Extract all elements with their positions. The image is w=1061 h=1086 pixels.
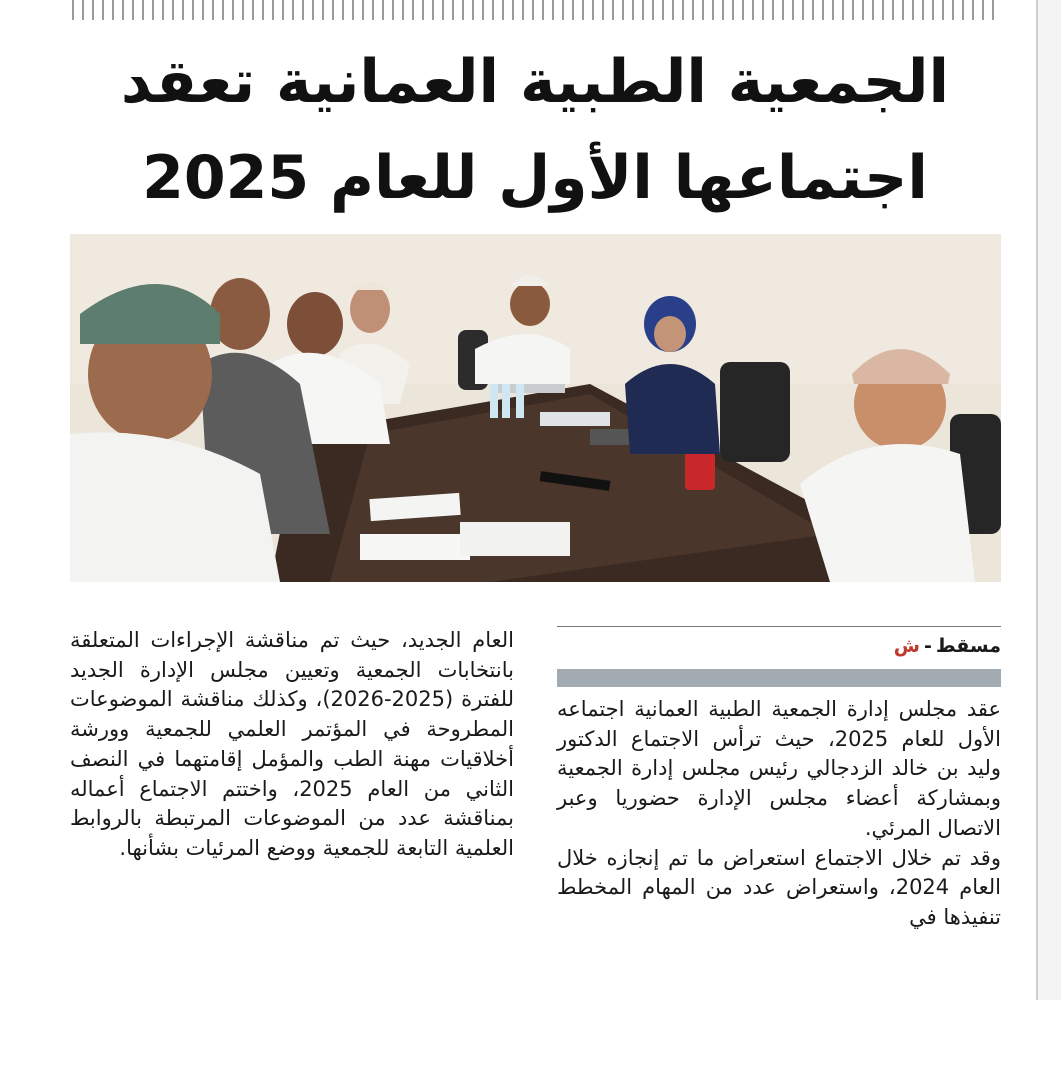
article-left-column [70, 626, 514, 864]
top-dotted-rule [72, 0, 1002, 20]
page-edge [1036, 0, 1061, 1000]
dateline-city: مسقط [935, 635, 1001, 657]
left-paragraph-1: العام الجديد، حيث تم مناقشة الإجراءات المتعلقة بانتخابات الجمعية وتعيين مجلس الإدارة الجديد للفترة (2025-2026)، وكذلك مناقشة الموضوعات المطروحة في المؤتمر العلمي للجمعية وورشة أخلاقيات مهنة الطب والمؤمل إقامتهما في النصف الثاني من العام 2025، واختتم الاجتماع أعماله بمناقشة عدد من الموضوعات المرتبطة بالروابط العلمية التابعة للجمعية ووضع المرئيات بشأنها. [70, 628, 514, 860]
dateline-agency: ش [893, 635, 920, 657]
right-paragraph-1: عقد مجلس إدارة الجمعية الطبية العمانية اجتماعه الأول للعام 2025، حيث ترأس الاجتماع الدكتور وليد بن خالد الزدجالي رئيس مجلس إدارة الجمعية وبمشاركة أعضاء مجلس الإدارة حضوريا وعبر الاتصال المرئي. [557, 697, 1001, 840]
right-paragraph-2: وقد تم خلال الاجتماع استعراض ما تم إنجازه خلال العام 2024، واستعراض عدد من المهام المخطط تنفيذها في [557, 845, 1001, 929]
meeting-photo [70, 234, 1001, 582]
dateline-separator: - [923, 635, 932, 657]
dateline [894, 634, 1001, 658]
dateline-bar [557, 626, 1001, 665]
section-band [557, 669, 1001, 687]
article-headline: الجمعية الطبية العمانية تعقد اجتماعها الأول للعام 2025 [120, 47, 950, 213]
article-right-column [557, 626, 1001, 933]
